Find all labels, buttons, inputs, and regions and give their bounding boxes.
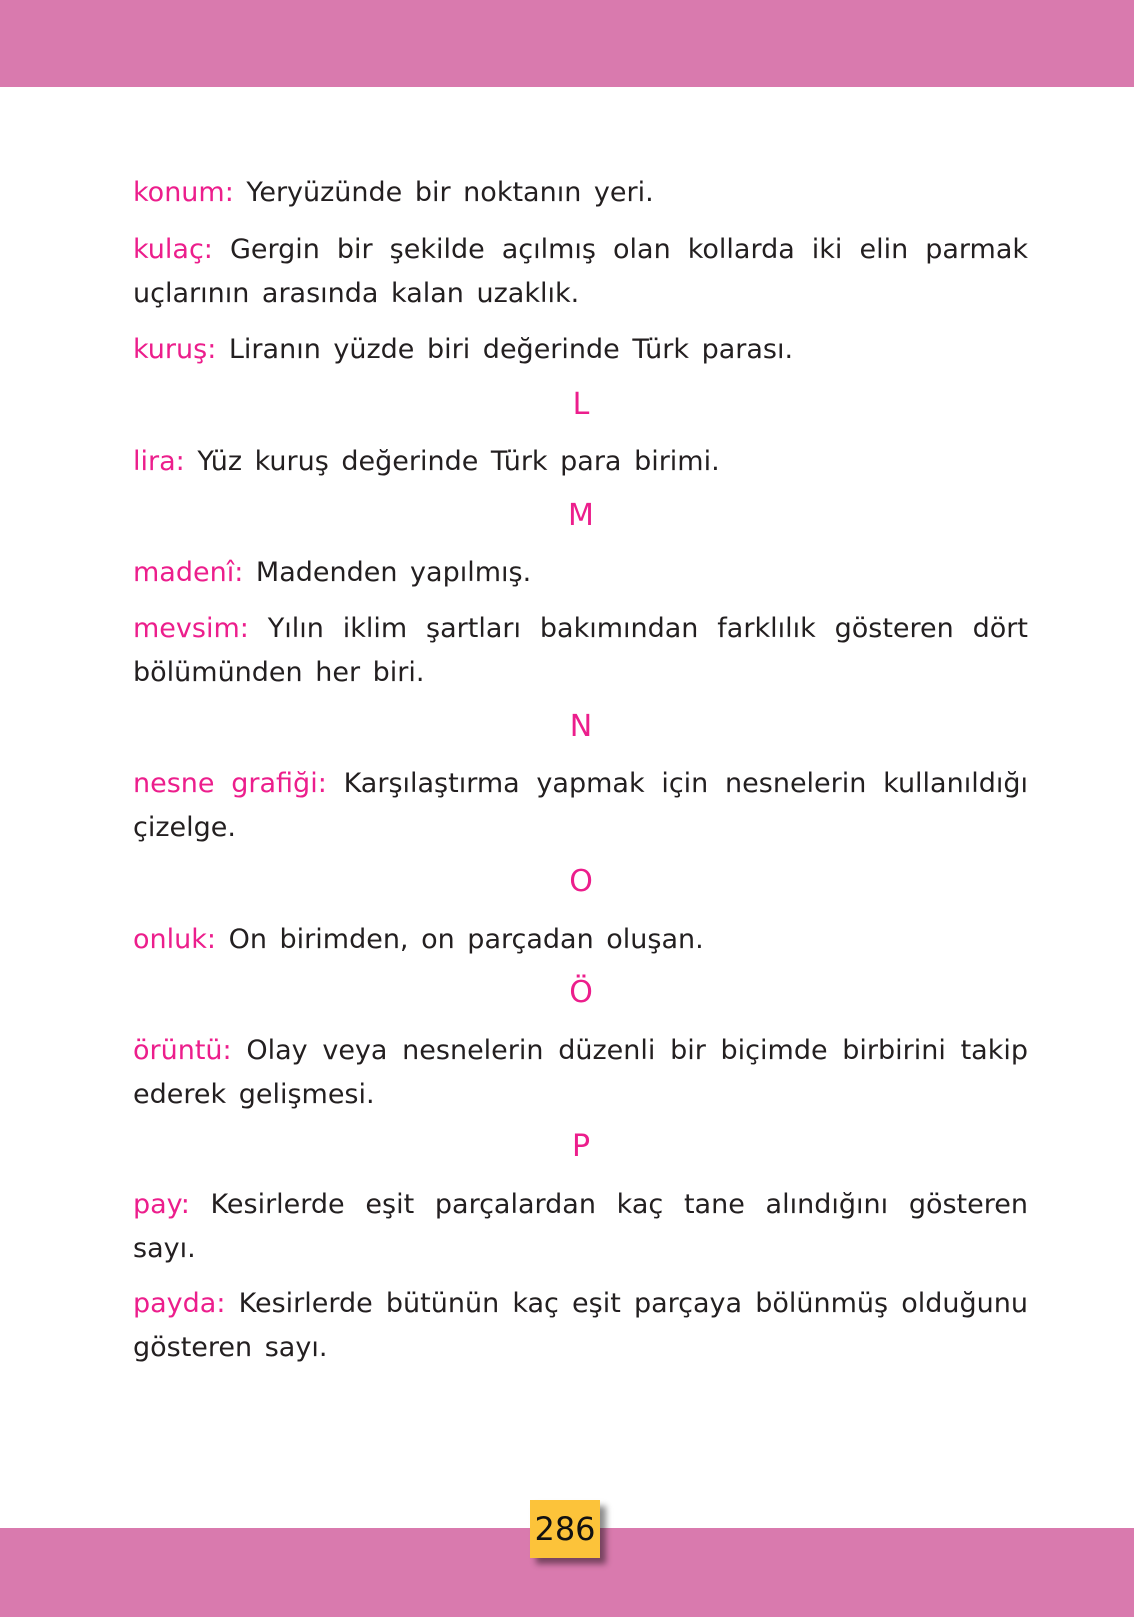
entry-term: kuruş: <box>133 334 217 365</box>
entry-term: kulaç: <box>133 234 213 265</box>
glossary-entry <box>133 171 1028 215</box>
glossary-entry <box>133 1183 1028 1271</box>
entry-definition: Madenden yapılmış. <box>255 557 532 588</box>
entry-definition: Kesirlerde eşit parçalardan kaç tane alındığını gösteren sayı. <box>133 1189 1028 1264</box>
entry-definition: Olay veya nesnelerin düzenli bir biçimde birbirini takip ederek gelişmesi. <box>133 1035 1028 1110</box>
glossary-entry <box>133 551 1028 595</box>
glossary-entry <box>133 440 1028 484</box>
entry-term: madenî: <box>133 557 244 588</box>
entry-term: payda: <box>133 1288 226 1319</box>
entry-definition: Kesirlerde bütünün kaç eşit parçaya bölünmüş olduğunu gösteren sayı. <box>133 1288 1028 1363</box>
entry-definition: Gergin bir şekilde açılmış olan kollarda iki elin parmak uçlarının arasında kalan uzaklık. <box>133 234 1028 309</box>
entry-term: onluk: <box>133 924 216 955</box>
glossary-entry <box>133 762 1028 850</box>
section-letter: N <box>569 709 593 744</box>
glossary-entry <box>133 607 1028 695</box>
glossary-entry <box>133 918 1028 962</box>
glossary-entry <box>133 1282 1028 1370</box>
page-number: 286 <box>530 1500 600 1558</box>
entry-definition: Liranın yüzde biri değerinde Türk parası. <box>228 334 794 365</box>
entry-definition: On birimden, on parçadan oluşan. <box>228 924 704 955</box>
glossary-entry <box>133 1029 1028 1117</box>
entry-term: konum: <box>133 177 234 208</box>
section-letter: M <box>568 498 594 533</box>
entry-definition: Karşılaştırma yapmak için nesnelerin kullanıldığı çizelge. <box>133 768 1028 843</box>
section-letter: L <box>572 387 590 422</box>
glossary-entry <box>133 228 1028 316</box>
entry-definition: Yeryüzünde bir noktanın yeri. <box>246 177 654 208</box>
entry-term: nesne grafiği: <box>133 768 327 799</box>
entry-term: mevsim: <box>133 613 249 644</box>
entry-term: pay: <box>133 1189 190 1220</box>
entry-term: örüntü: <box>133 1035 232 1066</box>
entry-term: lira: <box>133 446 185 477</box>
section-letter: O <box>569 864 593 899</box>
section-letter: Ö <box>569 975 593 1010</box>
entry-definition: Yüz kuruş değerinde Türk para birimi. <box>197 446 720 477</box>
glossary-entry <box>133 328 1028 372</box>
section-letter: P <box>571 1129 591 1164</box>
entry-definition: Yılın iklim şartları bakımından farklılık gösteren dört bölümünden her biri. <box>133 613 1028 688</box>
header-band <box>0 0 1134 87</box>
